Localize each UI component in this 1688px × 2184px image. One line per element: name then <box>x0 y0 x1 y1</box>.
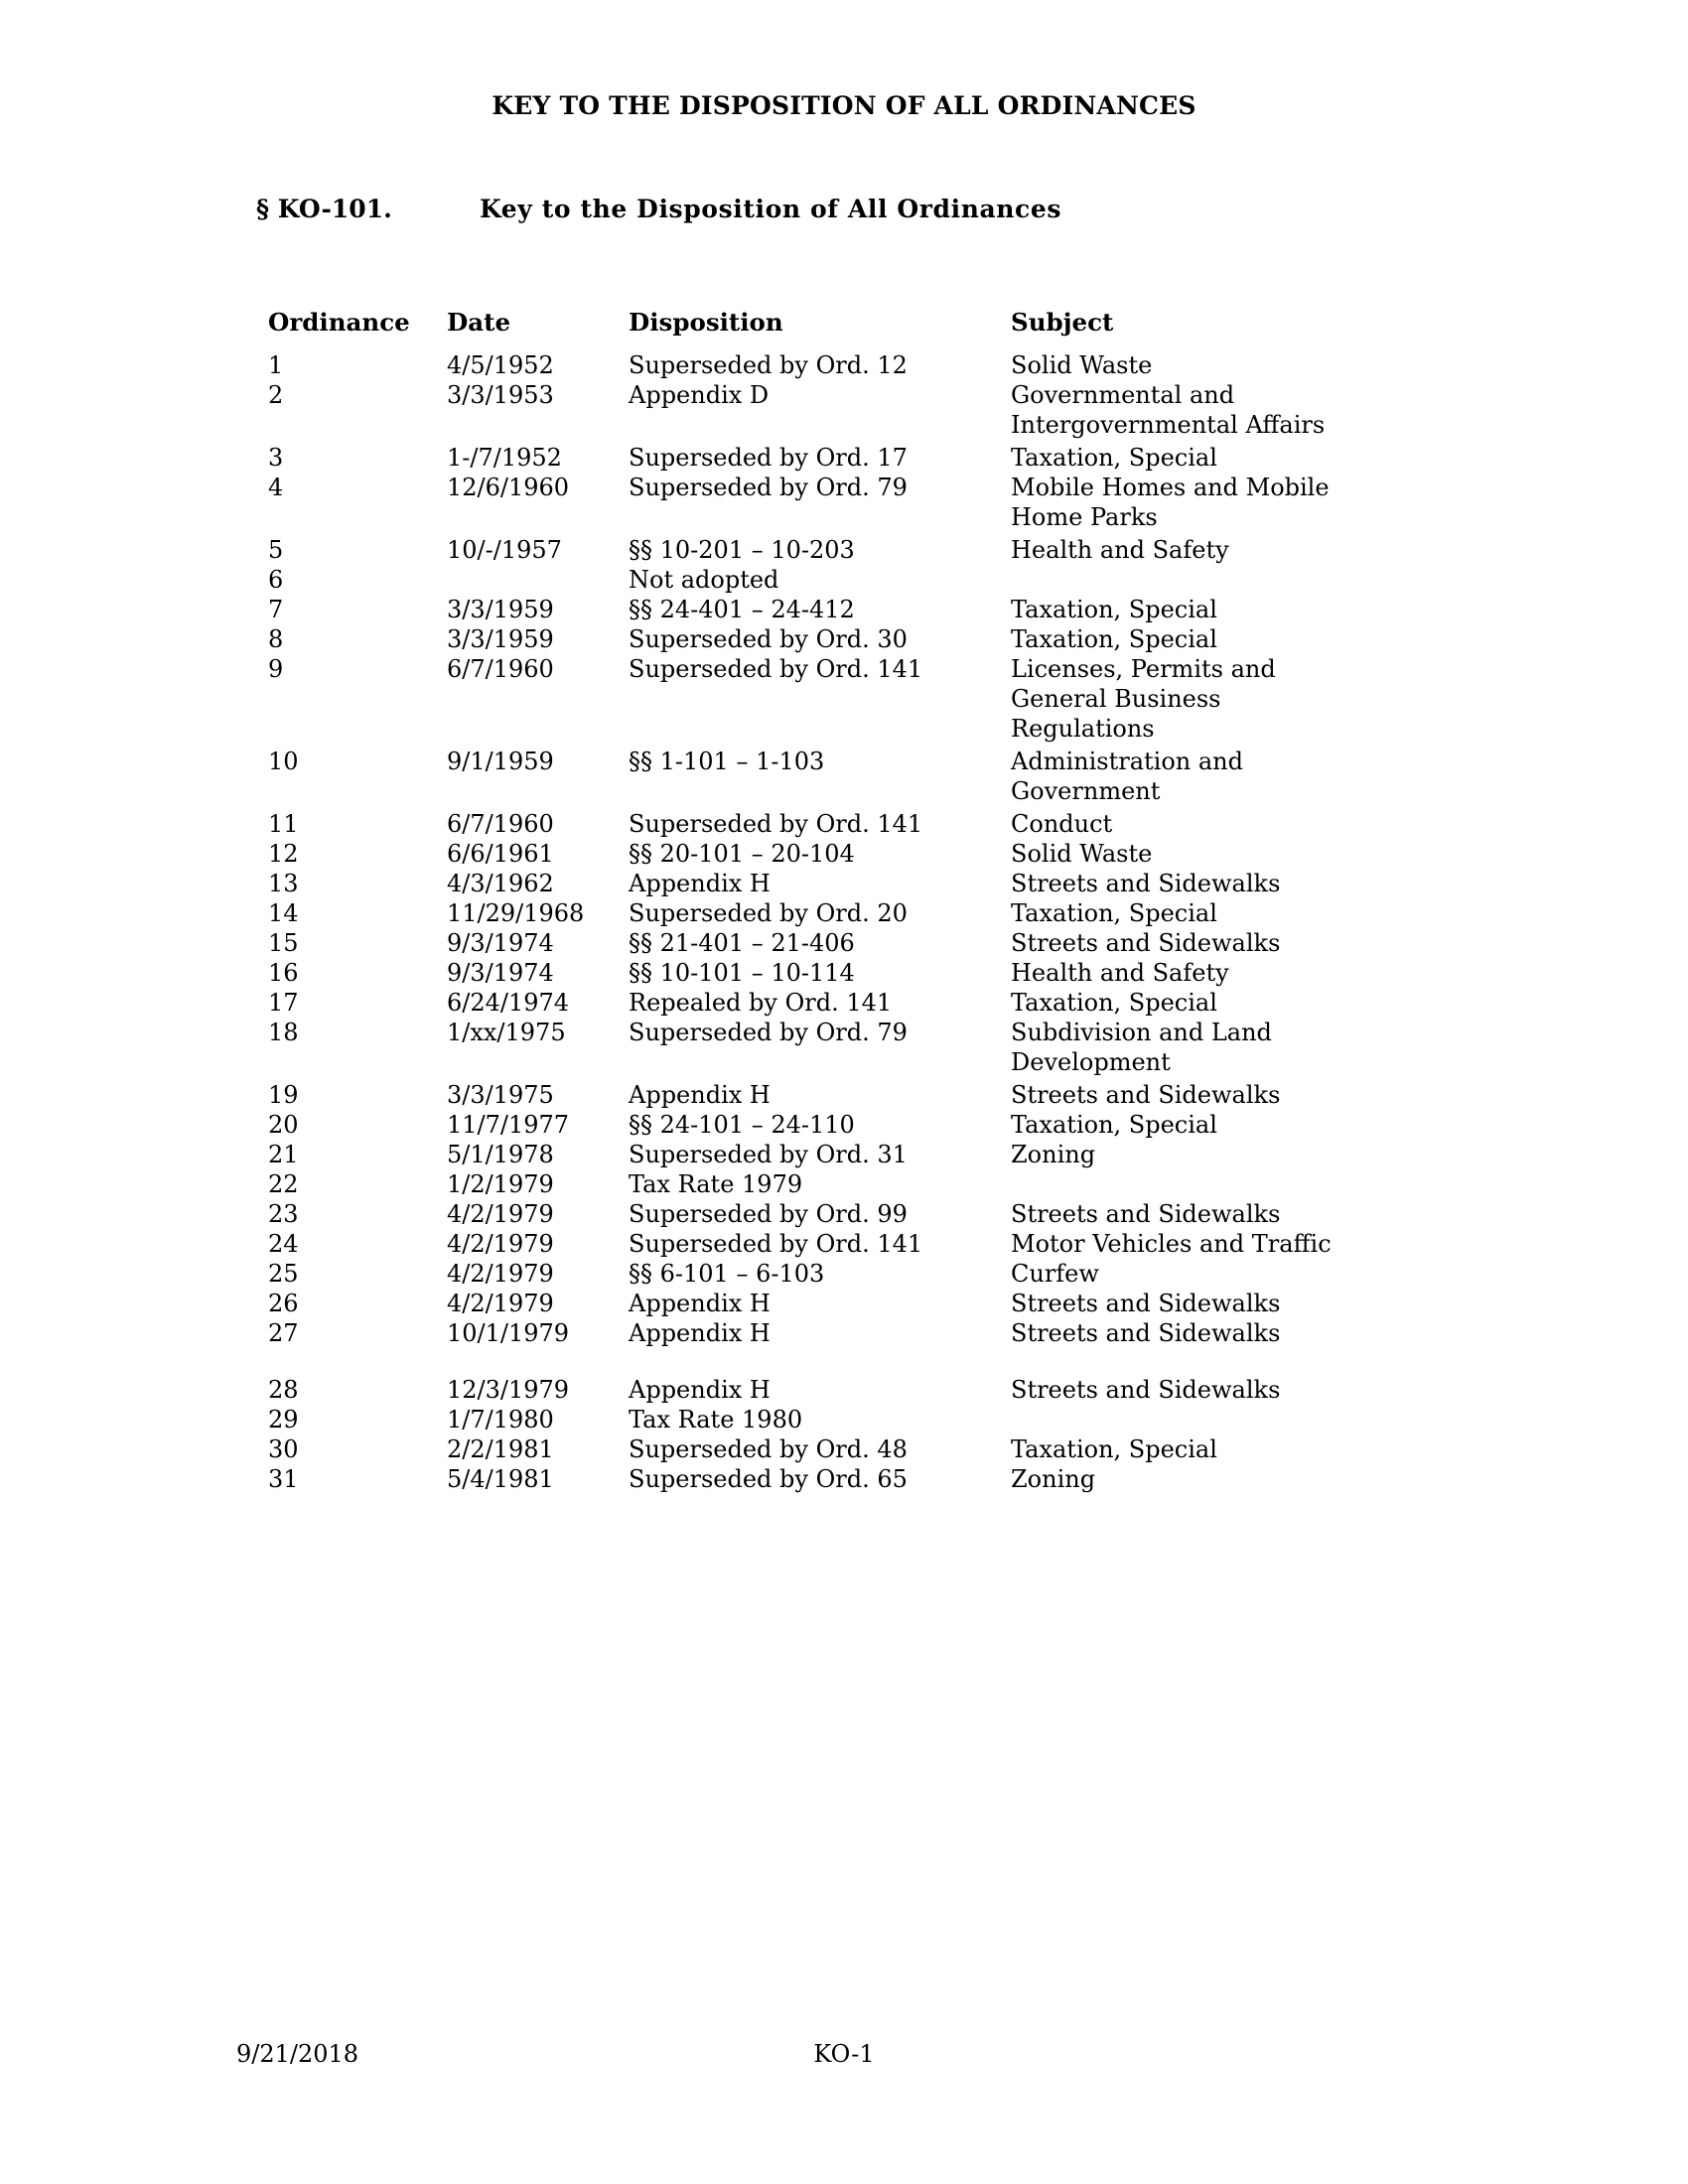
cell-ordinance: 12 <box>268 840 299 868</box>
ordinance-disposition-table <box>268 308 1479 1494</box>
table-row <box>268 350 1479 380</box>
cell-date: 6/6/1961 <box>447 840 554 868</box>
cell-disposition: Appendix H <box>629 1376 771 1404</box>
cell-disposition: Not adopted <box>629 566 779 594</box>
cell-ordinance: 14 <box>268 899 299 927</box>
subject-line: Health and Safety <box>1011 959 1229 987</box>
column-header-date: Date <box>447 308 511 337</box>
cell-date: 4/2/1979 <box>447 1260 554 1288</box>
cell-subject <box>1011 1229 1479 1259</box>
cell-disposition: Superseded by Ord. 17 <box>629 444 908 472</box>
cell-disposition: §§ 20-101 – 20-104 <box>629 840 855 868</box>
table-row <box>268 928 1479 958</box>
cell-ordinance: 29 <box>268 1406 299 1433</box>
cell-ordinance: 15 <box>268 929 299 957</box>
cell-subject <box>1011 1140 1479 1169</box>
subject-line: Development <box>1011 1048 1171 1076</box>
subject-line: Streets and Sidewalks <box>1011 1376 1281 1404</box>
cell-disposition: Superseded by Ord. 30 <box>629 625 908 653</box>
cell-date: 9/3/1974 <box>447 929 554 957</box>
cell-disposition: Superseded by Ord. 65 <box>629 1465 908 1493</box>
cell-subject <box>1011 898 1479 928</box>
cell-subject <box>1011 1169 1479 1199</box>
cell-date: 4/2/1979 <box>447 1290 554 1317</box>
cell-disposition: §§ 10-201 – 10-203 <box>629 536 855 564</box>
subject-line: Governmental and <box>1011 381 1235 409</box>
column-header-subject: Subject <box>1011 308 1114 337</box>
cell-disposition: Tax Rate 1979 <box>629 1170 803 1198</box>
cell-ordinance: 23 <box>268 1200 299 1228</box>
cell-ordinance: 3 <box>268 444 284 472</box>
table-row <box>268 839 1479 869</box>
table-row <box>268 1229 1479 1259</box>
table-row <box>268 1318 1479 1348</box>
cell-ordinance: 28 <box>268 1376 299 1404</box>
cell-ordinance: 27 <box>268 1319 299 1347</box>
cell-ordinance: 20 <box>268 1111 299 1139</box>
cell-subject <box>1011 473 1479 535</box>
table-row <box>268 1434 1479 1464</box>
cell-subject <box>1011 839 1479 869</box>
subject-line: Streets and Sidewalks <box>1011 870 1281 897</box>
cell-subject <box>1011 958 1479 988</box>
cell-subject <box>1011 869 1479 898</box>
cell-subject <box>1011 624 1479 654</box>
subject-line: Licenses, Permits and <box>1011 655 1276 683</box>
subject-line: Taxation, Special <box>1011 596 1217 623</box>
subject-line: Streets and Sidewalks <box>1011 1319 1281 1347</box>
subject-line: Health and Safety <box>1011 536 1229 564</box>
cell-date: 1/7/1980 <box>447 1406 554 1433</box>
cell-subject <box>1011 1080 1479 1110</box>
cell-date: 3/3/1953 <box>447 381 554 409</box>
cell-date: 1-/7/1952 <box>447 444 562 472</box>
cell-subject <box>1011 747 1479 809</box>
cell-subject <box>1011 1348 1479 1405</box>
cell-ordinance: 5 <box>268 536 284 564</box>
cell-disposition: §§ 24-101 – 24-110 <box>629 1111 855 1139</box>
cell-subject <box>1011 809 1479 839</box>
cell-disposition: Appendix H <box>629 1319 771 1347</box>
cell-date: 4/5/1952 <box>447 351 554 379</box>
subject-line: Taxation, Special <box>1011 625 1217 653</box>
subject-line: Taxation, Special <box>1011 1435 1217 1463</box>
table-row <box>268 443 1479 473</box>
cell-date: 12/6/1960 <box>447 474 570 501</box>
cell-ordinance: 13 <box>268 870 299 897</box>
cell-subject <box>1011 1464 1479 1494</box>
cell-subject <box>1011 1110 1479 1140</box>
subject-line: Solid Waste <box>1011 840 1153 868</box>
subject-line: Streets and Sidewalks <box>1011 929 1281 957</box>
cell-date: 9/1/1959 <box>447 748 554 775</box>
subject-line: General Business <box>1011 685 1221 713</box>
cell-subject <box>1011 1259 1479 1289</box>
table-row <box>268 380 1479 443</box>
cell-date: 2/2/1981 <box>447 1435 554 1463</box>
cell-date: 6/24/1974 <box>447 989 570 1017</box>
cell-disposition: §§ 21-401 – 21-406 <box>629 929 855 957</box>
cell-ordinance: 17 <box>268 989 299 1017</box>
cell-ordinance: 7 <box>268 596 284 623</box>
cell-ordinance: 21 <box>268 1141 299 1168</box>
section-number: § KO-101. <box>256 195 392 223</box>
table-row <box>268 1018 1479 1080</box>
table-row <box>268 898 1479 928</box>
cell-disposition: Appendix H <box>629 1081 771 1109</box>
subject-line: Zoning <box>1011 1465 1096 1493</box>
cell-ordinance: 10 <box>268 748 299 775</box>
cell-date: 4/2/1979 <box>447 1230 554 1258</box>
cell-disposition: Appendix D <box>629 381 770 409</box>
subject-line: Solid Waste <box>1011 351 1153 379</box>
cell-ordinance: 11 <box>268 810 299 838</box>
cell-disposition: Superseded by Ord. 20 <box>629 899 908 927</box>
subject-line: Taxation, Special <box>1011 1111 1217 1139</box>
cell-disposition: §§ 10-101 – 10-114 <box>629 959 855 987</box>
page-footer <box>0 2040 1688 2080</box>
cell-disposition: Superseded by Ord. 99 <box>629 1200 908 1228</box>
table-row <box>268 1259 1479 1289</box>
cell-ordinance: 9 <box>268 655 284 683</box>
cell-subject <box>1011 380 1479 443</box>
cell-disposition: §§ 24-401 – 24-412 <box>629 596 855 623</box>
subject-line: Home Parks <box>1011 503 1158 531</box>
cell-subject <box>1011 535 1479 565</box>
cell-ordinance: 19 <box>268 1081 299 1109</box>
cell-ordinance: 2 <box>268 381 284 409</box>
table-body <box>268 350 1479 1494</box>
cell-subject <box>1011 1289 1479 1318</box>
cell-disposition: Superseded by Ord. 141 <box>629 655 923 683</box>
table-row <box>268 565 1479 595</box>
footer-date: 9/21/2018 <box>236 2040 359 2068</box>
subject-line: Conduct <box>1011 810 1113 838</box>
ordinance-table-container <box>268 308 1479 1494</box>
table-row <box>268 1140 1479 1169</box>
cell-disposition: Appendix H <box>629 1290 771 1317</box>
table-row <box>268 1110 1479 1140</box>
cell-date: 4/3/1962 <box>447 870 554 897</box>
table-row <box>268 1405 1479 1434</box>
cell-disposition: Superseded by Ord. 141 <box>629 810 923 838</box>
cell-disposition: Superseded by Ord. 79 <box>629 1019 908 1046</box>
cell-date: 1/2/1979 <box>447 1170 554 1198</box>
table-row <box>268 747 1479 809</box>
page-title: KEY TO THE DISPOSITION OF ALL ORDINANCES <box>492 91 1196 120</box>
cell-disposition: Superseded by Ord. 141 <box>629 1230 923 1258</box>
table-row <box>268 809 1479 839</box>
cell-date: 10/1/1979 <box>447 1319 570 1347</box>
cell-disposition: §§ 6-101 – 6-103 <box>629 1260 825 1288</box>
cell-subject <box>1011 928 1479 958</box>
table-row <box>268 958 1479 988</box>
subject-line: Taxation, Special <box>1011 899 1217 927</box>
cell-date: 3/3/1959 <box>447 596 554 623</box>
cell-disposition: Appendix H <box>629 870 771 897</box>
cell-subject <box>1011 1318 1479 1348</box>
table-row <box>268 1464 1479 1494</box>
table-row <box>268 988 1479 1018</box>
cell-ordinance: 18 <box>268 1019 299 1046</box>
column-header-disposition: Disposition <box>629 308 783 337</box>
cell-ordinance: 25 <box>268 1260 299 1288</box>
subject-line: Intergovernmental Affairs <box>1011 411 1326 439</box>
table-row <box>268 1080 1479 1110</box>
subject-line: Regulations <box>1011 715 1155 743</box>
cell-disposition: Repealed by Ord. 141 <box>629 989 893 1017</box>
cell-ordinance: 24 <box>268 1230 299 1258</box>
cell-date: 11/29/1968 <box>447 899 585 927</box>
table-header <box>268 308 1479 350</box>
subject-line: Curfew <box>1011 1260 1099 1288</box>
cell-subject <box>1011 1199 1479 1229</box>
cell-subject <box>1011 654 1479 747</box>
subject-line: Government <box>1011 777 1161 805</box>
subject-line: Administration and <box>1011 748 1243 775</box>
column-header-ordinance: Ordinance <box>268 308 410 337</box>
cell-date <box>447 565 629 595</box>
cell-disposition: §§ 1-101 – 1-103 <box>629 748 825 775</box>
cell-ordinance: 6 <box>268 566 284 594</box>
cell-disposition: Tax Rate 1980 <box>629 1406 803 1433</box>
cell-ordinance: 26 <box>268 1290 299 1317</box>
cell-date: 9/3/1974 <box>447 959 554 987</box>
cell-date: 11/7/1977 <box>447 1111 570 1139</box>
cell-ordinance: 16 <box>268 959 299 987</box>
subject-line: Streets and Sidewalks <box>1011 1200 1281 1228</box>
table-row <box>268 654 1479 747</box>
table-row <box>268 1199 1479 1229</box>
table-row <box>268 595 1479 624</box>
subject-line: Motor Vehicles and Traffic <box>1011 1230 1332 1258</box>
cell-subject <box>1011 988 1479 1018</box>
cell-date: 6/7/1960 <box>447 655 554 683</box>
table-row <box>268 869 1479 898</box>
cell-disposition: Superseded by Ord. 79 <box>629 474 908 501</box>
section-heading <box>256 195 1448 223</box>
table-row <box>268 535 1479 565</box>
cell-date: 6/7/1960 <box>447 810 554 838</box>
table-row <box>268 1289 1479 1318</box>
table-header-row <box>268 308 1479 350</box>
cell-subject <box>1011 1434 1479 1464</box>
subject-line: Taxation, Special <box>1011 989 1217 1017</box>
subject-line: Streets and Sidewalks <box>1011 1290 1281 1317</box>
cell-ordinance: 4 <box>268 474 284 501</box>
table-row <box>268 473 1479 535</box>
cell-subject <box>1011 565 1479 595</box>
cell-subject <box>1011 1405 1479 1434</box>
cell-date: 3/3/1959 <box>447 625 554 653</box>
table-row <box>268 1348 1479 1405</box>
cell-ordinance: 22 <box>268 1170 299 1198</box>
cell-ordinance: 1 <box>268 351 284 379</box>
cell-ordinance: 30 <box>268 1435 299 1463</box>
cell-date: 10/-/1957 <box>447 536 562 564</box>
subject-line: Subdivision and Land <box>1011 1019 1272 1046</box>
cell-ordinance: 31 <box>268 1465 299 1493</box>
cell-date: 1/xx/1975 <box>447 1019 566 1046</box>
cell-subject <box>1011 1018 1479 1080</box>
cell-date: 4/2/1979 <box>447 1200 554 1228</box>
cell-ordinance: 8 <box>268 625 284 653</box>
cell-subject <box>1011 595 1479 624</box>
cell-disposition: Superseded by Ord. 31 <box>629 1141 908 1168</box>
section-title: Key to the Disposition of All Ordinances <box>480 195 1062 223</box>
cell-subject <box>1011 443 1479 473</box>
cell-subject <box>1011 350 1479 380</box>
cell-date: 5/4/1981 <box>447 1465 554 1493</box>
cell-disposition: Superseded by Ord. 12 <box>629 351 908 379</box>
subject-line: Zoning <box>1011 1141 1096 1168</box>
cell-date: 12/3/1979 <box>447 1376 570 1404</box>
subject-line: Taxation, Special <box>1011 444 1217 472</box>
table-row <box>268 1169 1479 1199</box>
subject-line: Streets and Sidewalks <box>1011 1081 1281 1109</box>
table-row <box>268 624 1479 654</box>
cell-disposition: Superseded by Ord. 48 <box>629 1435 908 1463</box>
footer-page-number: KO-1 <box>813 2040 875 2068</box>
cell-date: 5/1/1978 <box>447 1141 554 1168</box>
cell-date: 3/3/1975 <box>447 1081 554 1109</box>
subject-line: Mobile Homes and Mobile <box>1011 474 1330 501</box>
